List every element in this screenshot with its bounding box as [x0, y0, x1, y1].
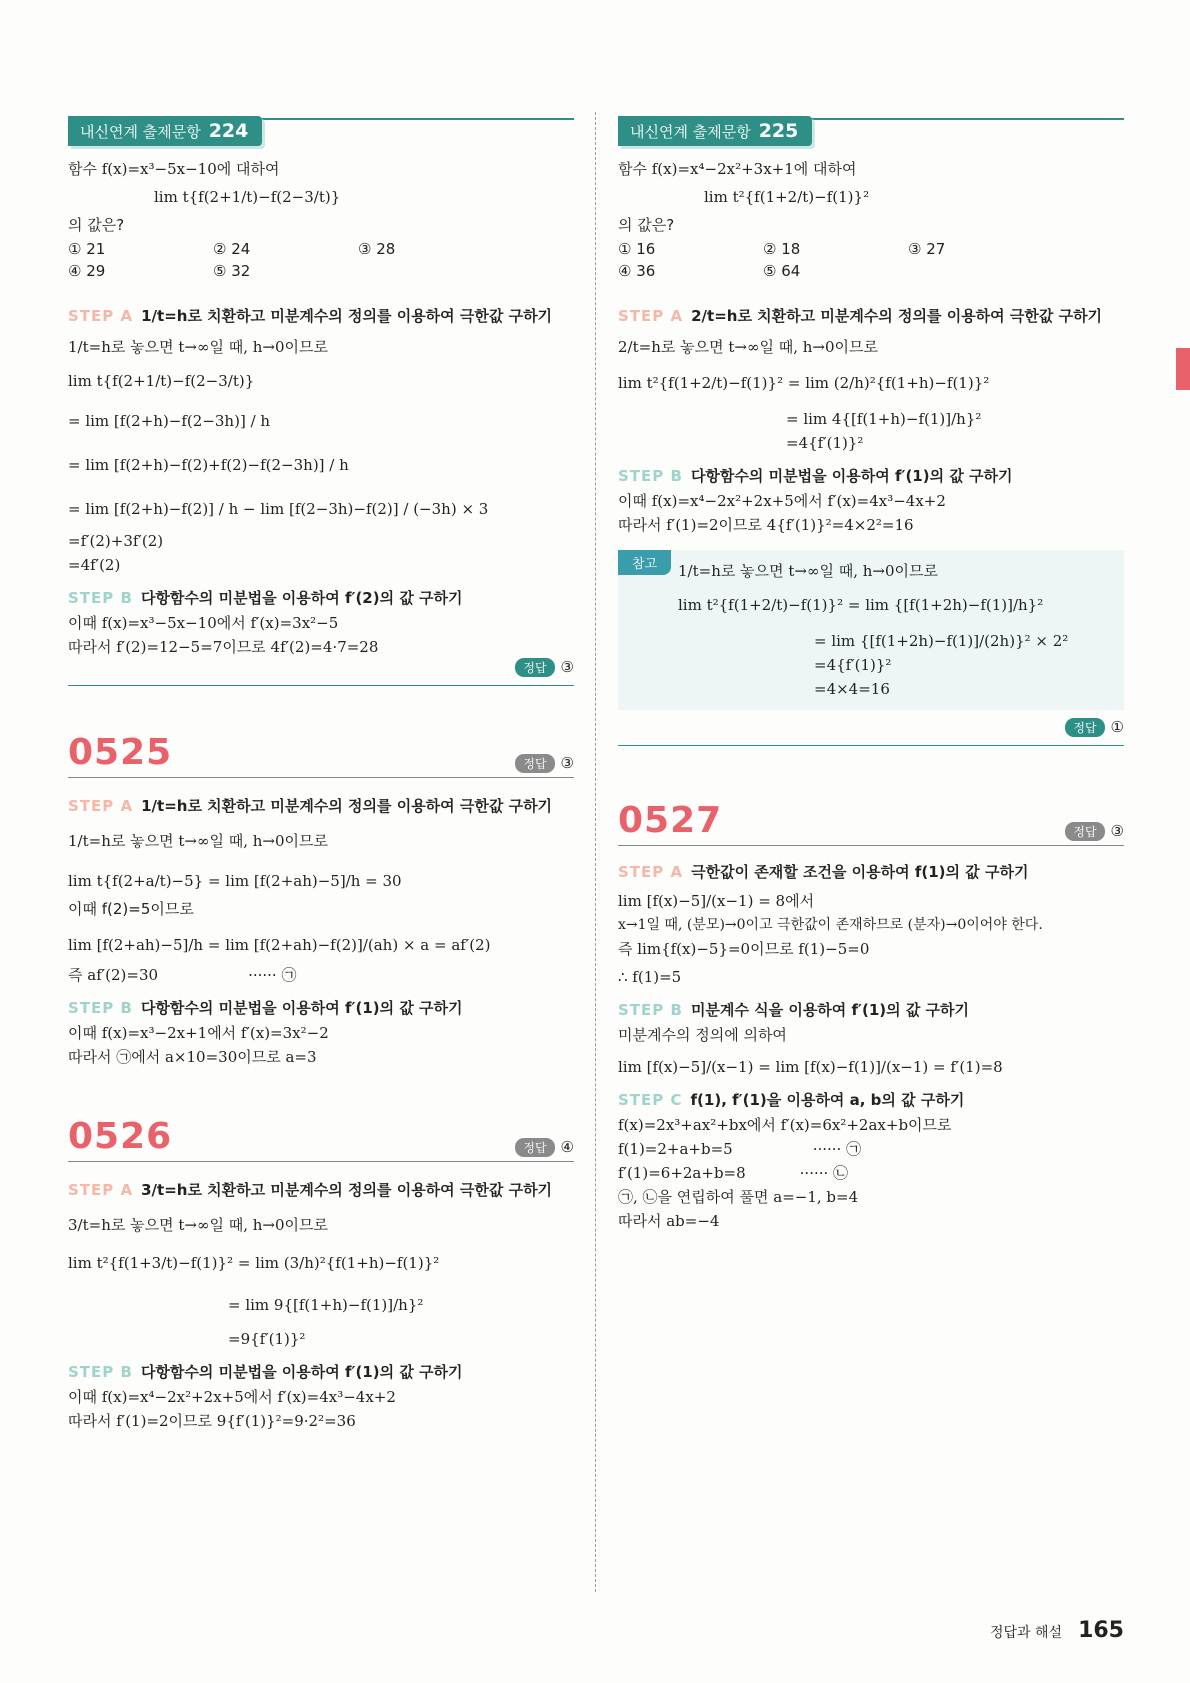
answer-row — [68, 658, 574, 677]
solution-line: 이때 f(x)=x³−5x−10에서 f′(x)=3x²−5 — [68, 614, 339, 632]
step-b-heading: STEP B 미분계수 식을 이용하여 f′(1)의 값 구하기 — [618, 1001, 970, 1019]
answer-badge: 정답 — [515, 1138, 554, 1157]
problem-number: 0527 — [618, 800, 723, 841]
answer-value: ③ — [560, 754, 574, 772]
answer-choices — [68, 238, 574, 282]
note-line: =4{f′(1)}² — [814, 656, 892, 674]
choice-5[interactable]: ⑤ 32 — [213, 262, 251, 280]
problem-224-header — [68, 118, 574, 150]
question-text: 함수 f(x)=x³−5x−10에 대하여 — [68, 160, 280, 178]
answer-value: ④ — [560, 1138, 574, 1156]
question-prompt: 의 값은? — [618, 216, 675, 234]
problem-number: 0525 — [68, 732, 173, 773]
solution-line: 따라서 f′(1)=2이므로 9{f′(1)}²=9·2²=36 — [68, 1412, 356, 1430]
page-number: 165 — [1078, 1618, 1124, 1643]
solution-line: =9{f′(1)}² — [228, 1330, 306, 1348]
solution-line: lim [f(x)−5]/(x−1) = 8에서 — [618, 892, 815, 910]
choice-5[interactable]: ⑤ 64 — [763, 262, 801, 280]
problem-0526-header — [68, 1116, 574, 1162]
solution-line: 1/t=h로 놓으면 t→∞일 때, h→0이므로 — [68, 338, 328, 356]
choice-3[interactable]: ③ 27 — [908, 240, 946, 258]
solution-line: lim t{f(2+1/t)−f(2−3/t)} — [68, 372, 255, 390]
choice-4[interactable]: ④ 29 — [68, 262, 106, 280]
problem-225-header — [618, 118, 1124, 150]
step-b-heading: STEP B 다항함수의 미분법을 이용하여 f′(1)의 값 구하기 — [68, 999, 463, 1017]
solution-line: 미분계수의 정의에 의하여 — [618, 1026, 787, 1044]
choice-3[interactable]: ③ 28 — [358, 240, 396, 258]
solution-line: =f′(2)+3f′(2) — [68, 532, 164, 550]
answer-value: ③ — [1110, 822, 1124, 840]
solution-line: = lim 4{[f(1+h)−f(1)]/h}² — [786, 410, 982, 428]
answer-choices — [618, 238, 1124, 282]
step-a-heading: STEP A 1/t=h로 치환하고 미분계수의 정의를 이용하여 극한값 구하기 — [68, 307, 553, 325]
step-a-heading: STEP A 2/t=h로 치환하고 미분계수의 정의를 이용하여 극한값 구하기 — [618, 307, 1103, 325]
solution-line: lim [f(2+ah)−5]/h = lim [f(2+ah)−f(2)]/(ah) × a = af′(2) — [68, 936, 491, 954]
solution-line: lim [f(x)−5]/(x−1) = lim [f(x)−f(1)]/(x−1) = f′(1)=8 — [618, 1058, 1003, 1076]
solution-line: =4f′(2) — [68, 556, 121, 574]
answer-badge: 정답 — [1065, 718, 1104, 737]
problem-title: 내신연계 출제문항 — [80, 122, 201, 141]
column-divider — [595, 112, 596, 1592]
question-expression: lim t²{f(1+2/t)−f(1)}² — [704, 188, 870, 206]
answer-badge: 정답 — [515, 658, 554, 677]
left-column — [68, 118, 574, 1434]
note-line: 1/t=h로 놓으면 t→∞일 때, h→0이므로 — [678, 562, 938, 580]
solution-line: 따라서 f′(1)=2이므로 4{f′(1)}²=4×2²=16 — [618, 516, 914, 534]
answer-value: ① — [1110, 718, 1124, 736]
question-prompt: 의 값은? — [68, 216, 125, 234]
solution-line: f(1)=2+a+b=5 ······ ㉠ — [618, 1140, 862, 1158]
solution-line: =4{f′(1)}² — [786, 434, 864, 452]
choice-4[interactable]: ④ 36 — [618, 262, 656, 280]
problem-0527-header — [618, 800, 1124, 846]
solution-line: = lim [f(2+h)−f(2)] / h − lim [f(2−3h)−f(2)] / (−3h) × 3 — [68, 500, 489, 518]
choice-2[interactable]: ② 24 — [213, 240, 251, 258]
solution-line: lim t²{f(1+2/t)−f(1)}² = lim (2/h)²{f(1+h)−f(1)}² — [618, 374, 990, 392]
question-text: 함수 f(x)=x⁴−2x²+3x+1에 대하여 — [618, 160, 857, 178]
solution-line: = lim [f(2+h)−f(2)+f(2)−f(2−3h)] / h — [68, 456, 349, 474]
answer-value: ③ — [560, 658, 574, 676]
solution-line: 이때 f(2)=5이므로 — [68, 900, 194, 918]
solution-line: lim t²{f(1+3/t)−f(1)}² = lim (3/h)²{f(1+h)−f(1)}² — [68, 1254, 440, 1272]
solution-line: f(x)=2x³+ax²+bx에서 f′(x)=6x²+2ax+b이므로 — [618, 1116, 952, 1134]
section-rule — [68, 685, 574, 686]
step-b-heading: STEP B 다항함수의 미분법을 이용하여 f′(1)의 값 구하기 — [68, 1363, 463, 1381]
answer-row — [618, 718, 1124, 737]
solution-line: 2/t=h로 놓으면 t→∞일 때, h→0이므로 — [618, 338, 878, 356]
choice-1[interactable]: ① 21 — [68, 240, 106, 258]
solution-line: 따라서 ㉠에서 a×10=30이므로 a=3 — [68, 1048, 317, 1066]
solution-line: 3/t=h로 놓으면 t→∞일 때, h→0이므로 — [68, 1216, 328, 1234]
problem-number: 0526 — [68, 1116, 173, 1157]
note-line: = lim {[f(1+2h)−f(1)]/(2h)}² × 2² — [814, 632, 1069, 650]
step-a-heading: STEP A 3/t=h로 치환하고 미분계수의 정의를 이용하여 극한값 구하기 — [68, 1181, 553, 1199]
footer-label: 정답과 해설 — [989, 1625, 1063, 1641]
solution-line: lim t{f(2+a/t)−5} = lim [f(2+ah)−5]/h = 30 — [68, 872, 402, 890]
solution-line: ∴ f(1)=5 — [618, 968, 682, 986]
step-c-heading: STEP C f(1), f′(1)을 이용하여 a, b의 값 구하기 — [618, 1091, 965, 1109]
solution-line: 이때 f(x)=x³−2x+1에서 f′(x)=3x²−2 — [68, 1024, 329, 1042]
choice-2[interactable]: ② 18 — [763, 240, 801, 258]
section-rule — [618, 745, 1124, 746]
answer-badge: 정답 — [515, 754, 554, 773]
problem-title: 내신연계 출제문항 — [630, 122, 751, 141]
step-a-heading: STEP A 극한값이 존재할 조건을 이용하여 f(1)의 값 구하기 — [618, 863, 1029, 881]
problem-0525-header — [68, 732, 574, 778]
solution-line: = lim 9{[f(1+h)−f(1)]/h}² — [228, 1296, 424, 1314]
solution-line: = lim [f(2+h)−f(2−3h)] / h — [68, 412, 271, 430]
step-b-heading: STEP B 다항함수의 미분법을 이용하여 f′(2)의 값 구하기 — [68, 589, 463, 607]
reference-note — [618, 550, 1124, 710]
question-expression: lim t{f(2+1/t)−f(2−3/t)} — [154, 188, 341, 206]
solution-line: 1/t=h로 놓으면 t→∞일 때, h→0이므로 — [68, 832, 328, 850]
problem-number: 224 — [208, 120, 249, 142]
solution-line: 즉 af′(2)=30 ······ ㉠ — [68, 966, 297, 984]
solution-line: 이때 f(x)=x⁴−2x²+2x+5에서 f′(x)=4x³−4x+2 — [68, 1388, 396, 1406]
chapter-tab — [1176, 348, 1190, 390]
step-b-heading: STEP B 다항함수의 미분법을 이용하여 f′(1)의 값 구하기 — [618, 467, 1013, 485]
solution-line: ㉠, ㉡을 연립하여 풀면 a=−1, b=4 — [618, 1188, 859, 1206]
solution-line: 따라서 f′(2)=12−5=7이므로 4f′(2)=4·7=28 — [68, 638, 379, 656]
answer-badge: 정답 — [1065, 822, 1104, 841]
choice-1[interactable]: ① 16 — [618, 240, 656, 258]
problem-number: 225 — [758, 120, 799, 142]
solution-line: f′(1)=6+2a+b=8 ······ ㉡ — [618, 1164, 849, 1182]
step-a-heading: STEP A 1/t=h로 치환하고 미분계수의 정의를 이용하여 극한값 구하기 — [68, 797, 553, 815]
page-footer — [990, 1618, 1124, 1643]
solution-line: 이때 f(x)=x⁴−2x²+2x+5에서 f′(x)=4x³−4x+2 — [618, 492, 946, 510]
note-line: lim t²{f(1+2/t)−f(1)}² = lim {[f(1+2h)−f(1)]/h}² — [678, 596, 1044, 614]
right-column — [618, 118, 1124, 1234]
note-tag: 참고 — [618, 550, 671, 575]
solution-line: 즉 lim{f(x)−5}=0이므로 f(1)−5=0 — [618, 940, 870, 958]
note-line: =4×4=16 — [814, 680, 890, 698]
solution-line: 따라서 ab=−4 — [618, 1212, 720, 1230]
solution-line: x→1일 때, (분모)→0이고 극한값이 존재하므로 (분자)→0이어야 한다. — [618, 917, 1043, 933]
